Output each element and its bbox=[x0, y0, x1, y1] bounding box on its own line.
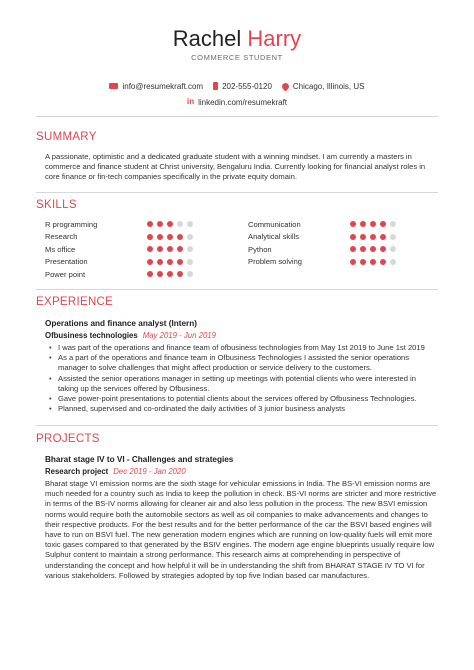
skill-row bbox=[45, 231, 193, 243]
rating-dot-empty bbox=[390, 221, 396, 227]
linkedin-contact[interactable] bbox=[187, 98, 287, 107]
skill-row bbox=[45, 268, 193, 280]
experience-bullet: • As a part of the operations and finance team in Ofbusiness Technologies I assisted the senior operations manager to solve challenges that might affect production or service delivery to the customers. bbox=[58, 353, 438, 373]
skill-rating bbox=[350, 246, 396, 252]
project-type-line bbox=[45, 467, 186, 476]
rating-dot-filled bbox=[147, 234, 153, 240]
rating-dot-filled bbox=[147, 259, 153, 265]
location-pin-icon bbox=[280, 81, 290, 91]
email-text: info@resumekraft.com bbox=[122, 81, 204, 91]
linkedin-text: linkedin.com/resumekraft bbox=[198, 97, 288, 107]
rating-dot-empty bbox=[177, 221, 183, 227]
rating-dot-filled bbox=[370, 246, 376, 252]
rating-dot-filled bbox=[177, 234, 183, 240]
rating-dot-empty bbox=[187, 271, 193, 277]
job-company-line bbox=[45, 331, 216, 340]
skill-row bbox=[45, 256, 193, 268]
skill-row bbox=[45, 218, 193, 230]
experience-bullets bbox=[58, 343, 438, 414]
rating-dot-filled bbox=[370, 259, 376, 265]
rating-dot-filled bbox=[360, 221, 366, 227]
skill-rating bbox=[147, 259, 193, 265]
skill-rating bbox=[147, 271, 193, 277]
job-company: Ofbusiness technologies bbox=[45, 331, 138, 340]
summary-heading: SUMMARY bbox=[36, 131, 97, 143]
last-name: Harry bbox=[247, 26, 302, 51]
rating-dot-empty bbox=[390, 246, 396, 252]
skill-row bbox=[248, 218, 396, 230]
rating-dot-filled bbox=[157, 221, 163, 227]
skill-label: Research bbox=[45, 232, 78, 242]
rating-dot-filled bbox=[147, 271, 153, 277]
location-text: Chicago, Illinois, US bbox=[292, 81, 365, 91]
rating-dot-filled bbox=[360, 234, 366, 240]
rating-dot-filled bbox=[147, 221, 153, 227]
skill-row bbox=[45, 243, 193, 255]
skill-label: Analytical skills bbox=[248, 232, 300, 242]
project-type: Research project bbox=[45, 467, 109, 476]
rating-dot-filled bbox=[360, 246, 366, 252]
rating-dot-filled bbox=[157, 246, 163, 252]
rating-dot-filled bbox=[167, 221, 173, 227]
projects-heading: PROJECTS bbox=[36, 433, 100, 445]
rating-dot-empty bbox=[187, 221, 193, 227]
rating-dot-filled bbox=[167, 271, 173, 277]
skill-label: R programming bbox=[45, 219, 98, 229]
job-dates: May 2019 - Jun 2019 bbox=[142, 331, 216, 340]
skill-rating bbox=[350, 234, 396, 240]
rating-dot-filled bbox=[167, 234, 173, 240]
rating-dot-filled bbox=[350, 234, 356, 240]
skill-label: Problem solving bbox=[248, 257, 303, 267]
rating-dot-filled bbox=[380, 234, 386, 240]
rating-dot-filled bbox=[147, 246, 153, 252]
skill-rating bbox=[350, 259, 396, 265]
skill-label: Python bbox=[248, 244, 272, 254]
rating-dot-empty bbox=[390, 259, 396, 265]
candidate-name bbox=[0, 26, 474, 52]
project-dates: Dec 2019 - Jan 2020 bbox=[113, 467, 186, 476]
rating-dot-filled bbox=[380, 246, 386, 252]
rating-dot-filled bbox=[380, 259, 386, 265]
phone-text: 202-555-0120 bbox=[222, 81, 272, 91]
rating-dot-filled bbox=[380, 221, 386, 227]
rating-dot-filled bbox=[167, 259, 173, 265]
summary-text: A passionate, optimistic and a dedicated graduate student with a winning mindset. I am currently a masters in commerce and finance student at Christ university, Bengaluru India. Currently looking for financial analyst roles in core finance or fin-tech companies specifically in the private equity domain. bbox=[45, 152, 426, 182]
contact-block bbox=[0, 80, 474, 108]
rating-dot-filled bbox=[177, 246, 183, 252]
skill-rating bbox=[147, 246, 193, 252]
skill-label: Power point bbox=[45, 269, 86, 279]
experience-bullet: • Gave power-point presentations to potential clients about the services offered by Ofbusiness Technologies. bbox=[58, 394, 438, 404]
project-title: Bharat stage IV to VI - Challenges and strategies bbox=[45, 455, 234, 464]
rating-dot-filled bbox=[350, 221, 356, 227]
phone-icon bbox=[213, 82, 218, 90]
linkedin-icon: in bbox=[186, 97, 195, 106]
rating-dot-filled bbox=[360, 259, 366, 265]
skill-row bbox=[248, 231, 396, 243]
envelope-icon bbox=[109, 83, 118, 89]
divider bbox=[36, 289, 438, 290]
phone-contact[interactable] bbox=[213, 82, 272, 91]
divider bbox=[36, 425, 438, 426]
skill-rating bbox=[147, 221, 193, 227]
rating-dot-filled bbox=[157, 259, 163, 265]
rating-dot-filled bbox=[157, 271, 163, 277]
rating-dot-filled bbox=[167, 246, 173, 252]
rating-dot-empty bbox=[187, 234, 193, 240]
job-title: Operations and finance analyst (Intern) bbox=[45, 319, 197, 328]
project-text: Bharat stage VI emission norms are the sixth stage for vehicular emissions in India. The BS-VI emission norms are much needed for a country such as India to keep the pollution in check. BS-VI norms are stricter and more restrictive in terms of the BS-IV norms allowing for cleaner air and also less pollution in the process. The new BSVI emission norms would require both the automobile sectors as well as oil companies to make advancements and changes to their respective products. For the best results and for the better performance of the car the BSVI based engines will have to run on BSVI fuel. The new generation modern engines which are running on low-quality fuels will emit more toxic gases compared to that generated by the BSIV engines. The modern age engine blueprints usually require low Sulphur content to maintain a strong performance. This research aims at comprehending in perspective of understanding the concept and how helpful it will be in understanding the shift from BHARAT STAGE IV TO VI for various stakeholders. Followed by strategies adopted by top five Indian based car manufactures. bbox=[45, 479, 437, 580]
skill-label: Presentation bbox=[45, 257, 88, 267]
experience-heading: EXPERIENCE bbox=[36, 296, 114, 308]
rating-dot-filled bbox=[350, 259, 356, 265]
rating-dot-filled bbox=[370, 221, 376, 227]
skill-rating bbox=[147, 234, 193, 240]
location-contact bbox=[282, 82, 365, 91]
skill-label: Communication bbox=[248, 219, 301, 229]
divider bbox=[36, 116, 438, 117]
skill-rating bbox=[350, 221, 396, 227]
candidate-role: COMMERCE STUDENT bbox=[191, 53, 283, 62]
skill-row bbox=[248, 243, 396, 255]
rating-dot-empty bbox=[187, 246, 193, 252]
resume-header bbox=[0, 26, 474, 62]
divider bbox=[36, 192, 438, 193]
experience-bullet: • I was part of the operations and finance team of ofbusiness technologies from May 1st 2019 to June 1st 2019 bbox=[58, 343, 438, 353]
skill-row bbox=[248, 256, 396, 268]
rating-dot-filled bbox=[157, 234, 163, 240]
rating-dot-filled bbox=[177, 259, 183, 265]
experience-bullet: • Planned, supervised and co-ordinated the daily activities of 3 junior business analysts bbox=[58, 404, 438, 414]
rating-dot-filled bbox=[370, 234, 376, 240]
skill-label: Ms office bbox=[45, 244, 76, 254]
experience-bullet: • Assisted the senior operations manager in setting up meetings with potential clients who were interested in taking up the services offered by Ofbusiness. bbox=[58, 374, 438, 394]
rating-dot-filled bbox=[350, 246, 356, 252]
first-name: Rachel bbox=[172, 26, 242, 51]
rating-dot-empty bbox=[187, 259, 193, 265]
rating-dot-filled bbox=[177, 271, 183, 277]
email-contact[interactable] bbox=[109, 82, 203, 91]
rating-dot-empty bbox=[390, 234, 396, 240]
skills-heading: SKILLS bbox=[36, 199, 77, 211]
